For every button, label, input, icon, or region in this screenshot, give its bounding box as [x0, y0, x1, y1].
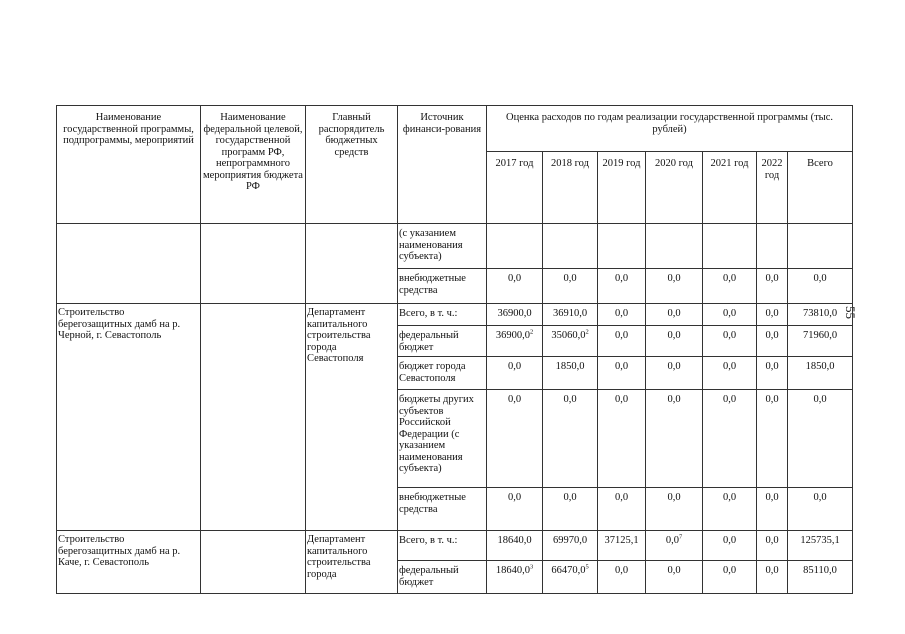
manager-cell-empty [306, 224, 398, 304]
funding-source-cell: (с указанием наименования субъекта) [398, 224, 487, 269]
federal-program-cell [201, 304, 306, 531]
value-cell: 69970,0 [543, 531, 598, 561]
value-cell: 0,0 [543, 488, 598, 531]
value-cell: 125735,1 [788, 531, 853, 561]
value-cell: 1850,0 [543, 357, 598, 390]
value-cell: 73810,0 [788, 304, 853, 326]
value-cell: 71960,0 [788, 326, 853, 357]
header-year-2022: 2022 год [757, 152, 788, 224]
value-cell: 0,0 [543, 269, 598, 304]
header-year-2020: 2020 год [646, 152, 703, 224]
value-cell [646, 224, 703, 269]
value-cell: 0,0 [646, 390, 703, 488]
value-cell [487, 561, 543, 594]
value-cell [646, 531, 703, 561]
project-name-cell: Строительство берегозащитных дамб на р. Черной, г. Севастополь [57, 304, 201, 531]
value-cell: 18640,0 [487, 531, 543, 561]
footnote-marker: 3 [529, 563, 534, 571]
value-cell [487, 224, 543, 269]
value-cell: 0,0 [703, 304, 757, 326]
table-row [57, 531, 853, 561]
value-cell: 0,0 [646, 561, 703, 594]
header-total: Всего [788, 152, 853, 224]
funding-source-cell: бюджеты других субъектов Российской Федерации (с указанием наименования субъекта) [398, 390, 487, 488]
table-row [57, 224, 853, 269]
value-cell: 0,0 [757, 488, 788, 531]
value-cell: 0,0 [703, 531, 757, 561]
value-cell: 0,0 [703, 561, 757, 594]
value-cell: 0,0 [646, 357, 703, 390]
value-cell: 0,0 [598, 269, 646, 304]
header-federal-program: Наименование федеральной целевой, государственной программ РФ, непрограммного мероприятия бюджета РФ [201, 106, 306, 224]
value-cell: 0,0 [598, 488, 646, 531]
value-cell: 0,0 [757, 304, 788, 326]
funding-source-cell: Всего, в т. ч.: [398, 531, 487, 561]
value-cell: 0,0 [757, 390, 788, 488]
value-cell: 0,0 [757, 269, 788, 304]
budget-table [56, 105, 853, 594]
funding-source-cell: федеральный бюджет [398, 561, 487, 594]
value-text: 66470,0 [551, 565, 586, 576]
value-cell [487, 326, 543, 357]
funding-source-cell: Всего, в т. ч.: [398, 304, 487, 326]
value-cell: 1850,0 [788, 357, 853, 390]
budget-manager-cell: Департамент капитального строительства города [306, 531, 398, 594]
value-cell: 0,0 [703, 390, 757, 488]
header-program-name: Наименование государственной программы, подпрограммы, мероприятий [57, 106, 201, 224]
value-cell: 0,0 [598, 357, 646, 390]
value-text: 35060,0 [551, 330, 586, 341]
header-funding-source: Источник финанси-рования [398, 106, 487, 224]
footnote-marker: 2 [529, 328, 534, 336]
header-year-2018: 2018 год [543, 152, 598, 224]
value-cell: 0,0 [757, 531, 788, 561]
value-cell: 0,0 [487, 488, 543, 531]
value-text: 36900,0 [495, 330, 530, 341]
page-number: 55 [843, 306, 858, 319]
value-cell: 0,0 [757, 326, 788, 357]
value-cell: 0,0 [703, 488, 757, 531]
value-cell: 0,0 [598, 561, 646, 594]
value-cell: 36900,0 [487, 304, 543, 326]
value-cell: 0,0 [757, 357, 788, 390]
value-cell: 0,0 [788, 390, 853, 488]
footnote-marker: 5 [585, 563, 589, 571]
header-year-2021: 2021 год [703, 152, 757, 224]
header-year-2019: 2019 год [598, 152, 646, 224]
value-cell: 0,0 [788, 488, 853, 531]
budget-table-wrapper [56, 105, 853, 594]
value-cell: 0,0 [487, 357, 543, 390]
value-cell [757, 224, 788, 269]
value-text: 18640,0 [495, 565, 530, 576]
header-budget-manager: Главный распорядитель бюджетных средств [306, 106, 398, 224]
value-cell: 0,0 [543, 390, 598, 488]
value-cell: 0,0 [703, 269, 757, 304]
program-cell-empty [57, 224, 201, 304]
value-cell [543, 326, 598, 357]
value-cell: 0,0 [646, 269, 703, 304]
value-cell: 0,0 [788, 269, 853, 304]
funding-source-cell: внебюджетные средства [398, 488, 487, 531]
value-cell [543, 224, 598, 269]
value-cell: 0,0 [646, 304, 703, 326]
header-estimate: Оценка расходов по годам реализации государственной программы (тыс. рублей) [487, 106, 853, 152]
value-cell: 0,0 [646, 326, 703, 357]
federal-cell-empty [201, 224, 306, 304]
value-cell: 0,0 [703, 326, 757, 357]
value-cell [598, 224, 646, 269]
value-cell: 0,0 [646, 488, 703, 531]
funding-source-cell: федеральный бюджет [398, 326, 487, 357]
funding-source-cell: бюджет города Севастополя [398, 357, 487, 390]
value-cell [703, 224, 757, 269]
value-text: 0,0 [665, 535, 679, 546]
value-cell: 37125,1 [598, 531, 646, 561]
value-cell: 0,0 [487, 269, 543, 304]
value-cell [788, 224, 853, 269]
value-cell: 0,0 [487, 390, 543, 488]
header-row-1 [57, 106, 853, 152]
table-row [57, 304, 853, 326]
value-cell: 0,0 [598, 390, 646, 488]
value-cell: 0,0 [703, 357, 757, 390]
footnote-marker: 2 [585, 328, 589, 336]
value-cell: 0,0 [598, 304, 646, 326]
project-name-cell: Строительство берегозащитных дамб на р. Каче, г. Севастополь [57, 531, 201, 594]
footnote-marker: 7 [678, 533, 683, 541]
value-cell: 0,0 [757, 561, 788, 594]
value-cell: 36910,0 [543, 304, 598, 326]
value-cell: 85110,0 [788, 561, 853, 594]
budget-manager-cell: Департамент капитального строительства города Севастополя [306, 304, 398, 531]
value-cell [543, 561, 598, 594]
funding-source-cell: внебюджетные средства [398, 269, 487, 304]
header-year-2017: 2017 год [487, 152, 543, 224]
federal-program-cell [201, 531, 306, 594]
value-cell: 0,0 [598, 326, 646, 357]
